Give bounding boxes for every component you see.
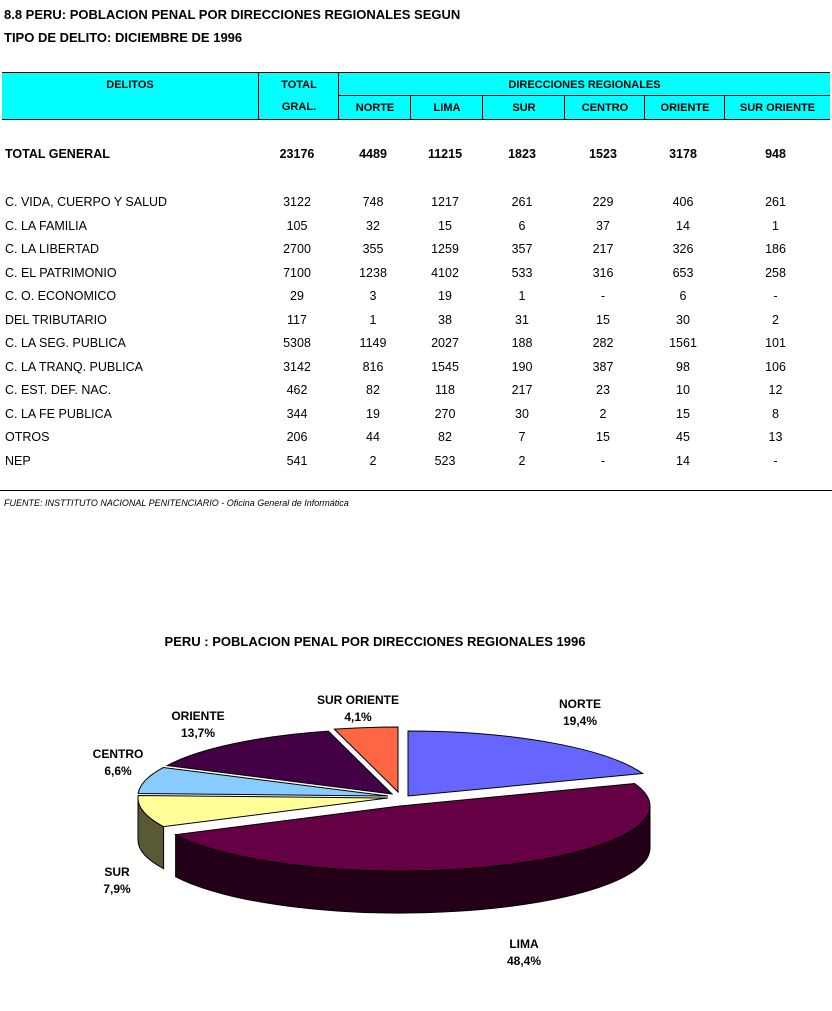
slice-name-label: SUR bbox=[104, 865, 130, 879]
slice-percent-label: 4,1% bbox=[344, 710, 372, 724]
total-cell: 344 bbox=[286, 406, 308, 421]
region-cell: 3178 bbox=[669, 147, 697, 161]
region-cell: 355 bbox=[362, 242, 384, 256]
row-label: C. EST. DEF. NAC. bbox=[5, 383, 112, 397]
total-cell: 541 bbox=[286, 453, 308, 468]
region-cell: 30 bbox=[515, 406, 529, 421]
region-cell: 748 bbox=[362, 195, 384, 209]
region-cell: 8 bbox=[772, 406, 779, 421]
region-cell: 270 bbox=[434, 406, 456, 421]
total-cell: 206 bbox=[286, 430, 308, 444]
region-cell: 523 bbox=[434, 453, 456, 468]
header-region-centro: CENTRO bbox=[581, 102, 629, 114]
region-cell: 2 bbox=[599, 406, 607, 421]
region-cell: 15 bbox=[676, 406, 690, 421]
slice-percent-label: 6,6% bbox=[104, 764, 132, 778]
table-row bbox=[0, 313, 832, 333]
table-row bbox=[0, 454, 832, 474]
slice-percent-label: 19,4% bbox=[562, 714, 598, 728]
region-cell: 316 bbox=[592, 265, 614, 280]
region-cell: 106 bbox=[765, 359, 786, 374]
region-cell: 6 bbox=[518, 218, 526, 233]
region-cell: 1 bbox=[518, 289, 526, 303]
table-row bbox=[0, 336, 832, 356]
region-cell: 186 bbox=[765, 242, 786, 256]
region-cell: 326 bbox=[672, 242, 694, 256]
slice-percent-label: 7,9% bbox=[103, 882, 131, 896]
region-cell: - bbox=[773, 453, 778, 468]
region-cell: 4489 bbox=[359, 147, 387, 161]
slice-name-label: NORTE bbox=[559, 697, 601, 711]
header-delitos: DELITOS bbox=[106, 79, 154, 91]
row-label: C. VIDA, CUERPO Y SALUD bbox=[5, 195, 168, 209]
region-cell: 1 bbox=[772, 218, 779, 233]
table-row bbox=[0, 242, 832, 262]
region-cell: 357 bbox=[511, 242, 533, 256]
region-cell: 533 bbox=[511, 265, 533, 280]
total-row bbox=[0, 147, 832, 167]
table-row bbox=[0, 430, 832, 450]
region-cell: 3 bbox=[369, 289, 377, 303]
header-total-line1: TOTAL bbox=[281, 79, 317, 91]
region-cell: 38 bbox=[438, 312, 452, 327]
region-cell: 11215 bbox=[427, 147, 463, 161]
region-cell: 1523 bbox=[589, 147, 617, 161]
region-cell: 1 bbox=[369, 312, 377, 327]
region-cell: 14 bbox=[676, 218, 690, 233]
chart-title: PERU : POBLACION PENAL POR DIRECCIONES REGIONALES 1996 bbox=[164, 634, 586, 649]
region-cell: 23 bbox=[596, 383, 610, 397]
region-cell: 37 bbox=[596, 218, 610, 233]
slice-name-label: CENTRO bbox=[92, 747, 144, 761]
table-bottom-rule bbox=[0, 490, 832, 491]
total-cell: 7100 bbox=[283, 265, 311, 280]
header-total-line2: GRAL. bbox=[281, 101, 317, 113]
region-cell: 653 bbox=[672, 265, 694, 280]
table-row bbox=[0, 219, 832, 239]
region-cell: 31 bbox=[515, 312, 529, 327]
region-cell: 282 bbox=[592, 336, 614, 350]
table-row bbox=[0, 383, 832, 403]
total-cell: 105 bbox=[286, 218, 308, 233]
region-cell: 13 bbox=[768, 430, 783, 444]
pie-chart bbox=[80, 680, 680, 990]
region-cell: 217 bbox=[592, 242, 614, 256]
region-cell: 258 bbox=[765, 265, 786, 280]
page-title: 8.8 PERU: POBLACION PENAL POR DIRECCIONES REGIONALES SEGUN bbox=[4, 7, 461, 22]
region-cell: 1545 bbox=[431, 359, 459, 374]
row-label: TOTAL GENERAL bbox=[5, 147, 110, 161]
region-cell: 118 bbox=[435, 383, 455, 397]
region-cell: 1561 bbox=[669, 336, 697, 350]
region-cell: 217 bbox=[511, 383, 533, 397]
table-row bbox=[0, 407, 832, 427]
region-cell: 188 bbox=[511, 336, 533, 350]
region-cell: 15 bbox=[596, 312, 610, 327]
header-direcciones: DIRECCIONES REGIONALES bbox=[508, 79, 661, 91]
total-cell: 3142 bbox=[283, 359, 311, 374]
slice-percent-label: 13,7% bbox=[180, 726, 216, 740]
region-cell: 101 bbox=[765, 336, 786, 350]
header-region-sur: SUR bbox=[512, 102, 536, 114]
slice-name-label: LIMA bbox=[509, 937, 539, 951]
region-cell: 45 bbox=[676, 430, 690, 444]
region-cell: 15 bbox=[438, 218, 452, 233]
region-cell: 261 bbox=[765, 195, 786, 209]
region-cell: 12 bbox=[768, 383, 783, 397]
table-row bbox=[0, 195, 832, 215]
region-cell: 2 bbox=[518, 453, 526, 468]
region-cell: - bbox=[600, 453, 606, 468]
row-label: OTROS bbox=[5, 430, 50, 444]
row-label: C. LA TRANQ. PUBLICA bbox=[5, 359, 144, 374]
total-cell: 29 bbox=[290, 289, 304, 303]
slice-name-label: ORIENTE bbox=[171, 709, 225, 723]
region-cell: 387 bbox=[592, 359, 614, 374]
row-label: NEP bbox=[5, 453, 31, 468]
region-cell: 1823 bbox=[508, 147, 536, 161]
row-label: C. LA FE PUBLICA bbox=[5, 406, 112, 421]
total-cell: 23176 bbox=[279, 147, 315, 161]
table-row bbox=[0, 266, 832, 286]
header-region-oriente: ORIENTE bbox=[660, 102, 710, 114]
region-cell: 7 bbox=[518, 430, 526, 444]
region-cell: 10 bbox=[676, 383, 690, 397]
region-cell: 98 bbox=[676, 359, 690, 374]
region-cell: 1238 bbox=[359, 265, 387, 280]
region-cell: 32 bbox=[366, 218, 380, 233]
total-cell: 5308 bbox=[283, 336, 311, 350]
row-label: C. EL PATRIMONIO bbox=[5, 265, 117, 280]
region-cell: 15 bbox=[596, 430, 610, 444]
region-cell: 30 bbox=[676, 312, 690, 327]
region-cell: 2027 bbox=[431, 336, 459, 350]
row-label: C. O. ECONOMICO bbox=[5, 289, 117, 303]
region-cell: 948 bbox=[765, 147, 786, 161]
region-cell: 2 bbox=[772, 312, 779, 327]
header-vline bbox=[258, 73, 259, 119]
table-row bbox=[0, 360, 832, 380]
region-cell: 1149 bbox=[359, 336, 387, 350]
region-cell: 19 bbox=[438, 289, 452, 303]
region-cell: 4102 bbox=[431, 265, 459, 280]
region-cell: 229 bbox=[592, 195, 614, 209]
row-label: DEL TRIBUTARIO bbox=[5, 312, 107, 327]
slice-percent-label: 48,4% bbox=[506, 954, 542, 968]
page-subtitle: TIPO DE DELITO: DICIEMBRE DE 1996 bbox=[4, 30, 243, 45]
region-cell: 6 bbox=[679, 289, 687, 303]
table-row bbox=[0, 289, 832, 309]
region-cell: 1259 bbox=[431, 242, 459, 256]
header-divider bbox=[339, 95, 830, 96]
header-region-norte: NORTE bbox=[355, 102, 395, 114]
slice-name-label: SUR ORIENTE bbox=[316, 693, 400, 707]
header-region-sur-oriente: SUR ORIENTE bbox=[739, 102, 816, 114]
total-cell: 2700 bbox=[283, 242, 311, 256]
region-cell: 261 bbox=[511, 195, 533, 209]
region-cell: 44 bbox=[366, 430, 380, 444]
region-cell: 14 bbox=[676, 453, 690, 468]
region-cell: 82 bbox=[366, 383, 380, 397]
region-cell: - bbox=[600, 289, 606, 303]
region-cell: - bbox=[773, 289, 778, 303]
region-cell: 2 bbox=[369, 453, 377, 468]
table-header bbox=[2, 72, 830, 120]
region-cell: 406 bbox=[672, 195, 694, 209]
region-cell: 19 bbox=[366, 406, 380, 421]
total-cell: 117 bbox=[287, 312, 307, 327]
total-cell: 3122 bbox=[283, 195, 311, 209]
header-region-lima: LIMA bbox=[433, 102, 461, 114]
source-note: FUENTE: INSTTITUTO NACIONAL PENITENCIARIO - Oficina General de Informática bbox=[4, 498, 349, 508]
total-cell: 462 bbox=[286, 383, 308, 397]
region-cell: 190 bbox=[511, 359, 533, 374]
row-label: C. LA LIBERTAD bbox=[5, 242, 100, 256]
row-label: C. LA SEG. PUBLICA bbox=[5, 336, 126, 350]
row-label: C. LA FAMILIA bbox=[5, 218, 87, 233]
region-cell: 82 bbox=[438, 430, 452, 444]
region-cell: 1217 bbox=[431, 195, 459, 209]
region-cell: 816 bbox=[362, 359, 384, 374]
